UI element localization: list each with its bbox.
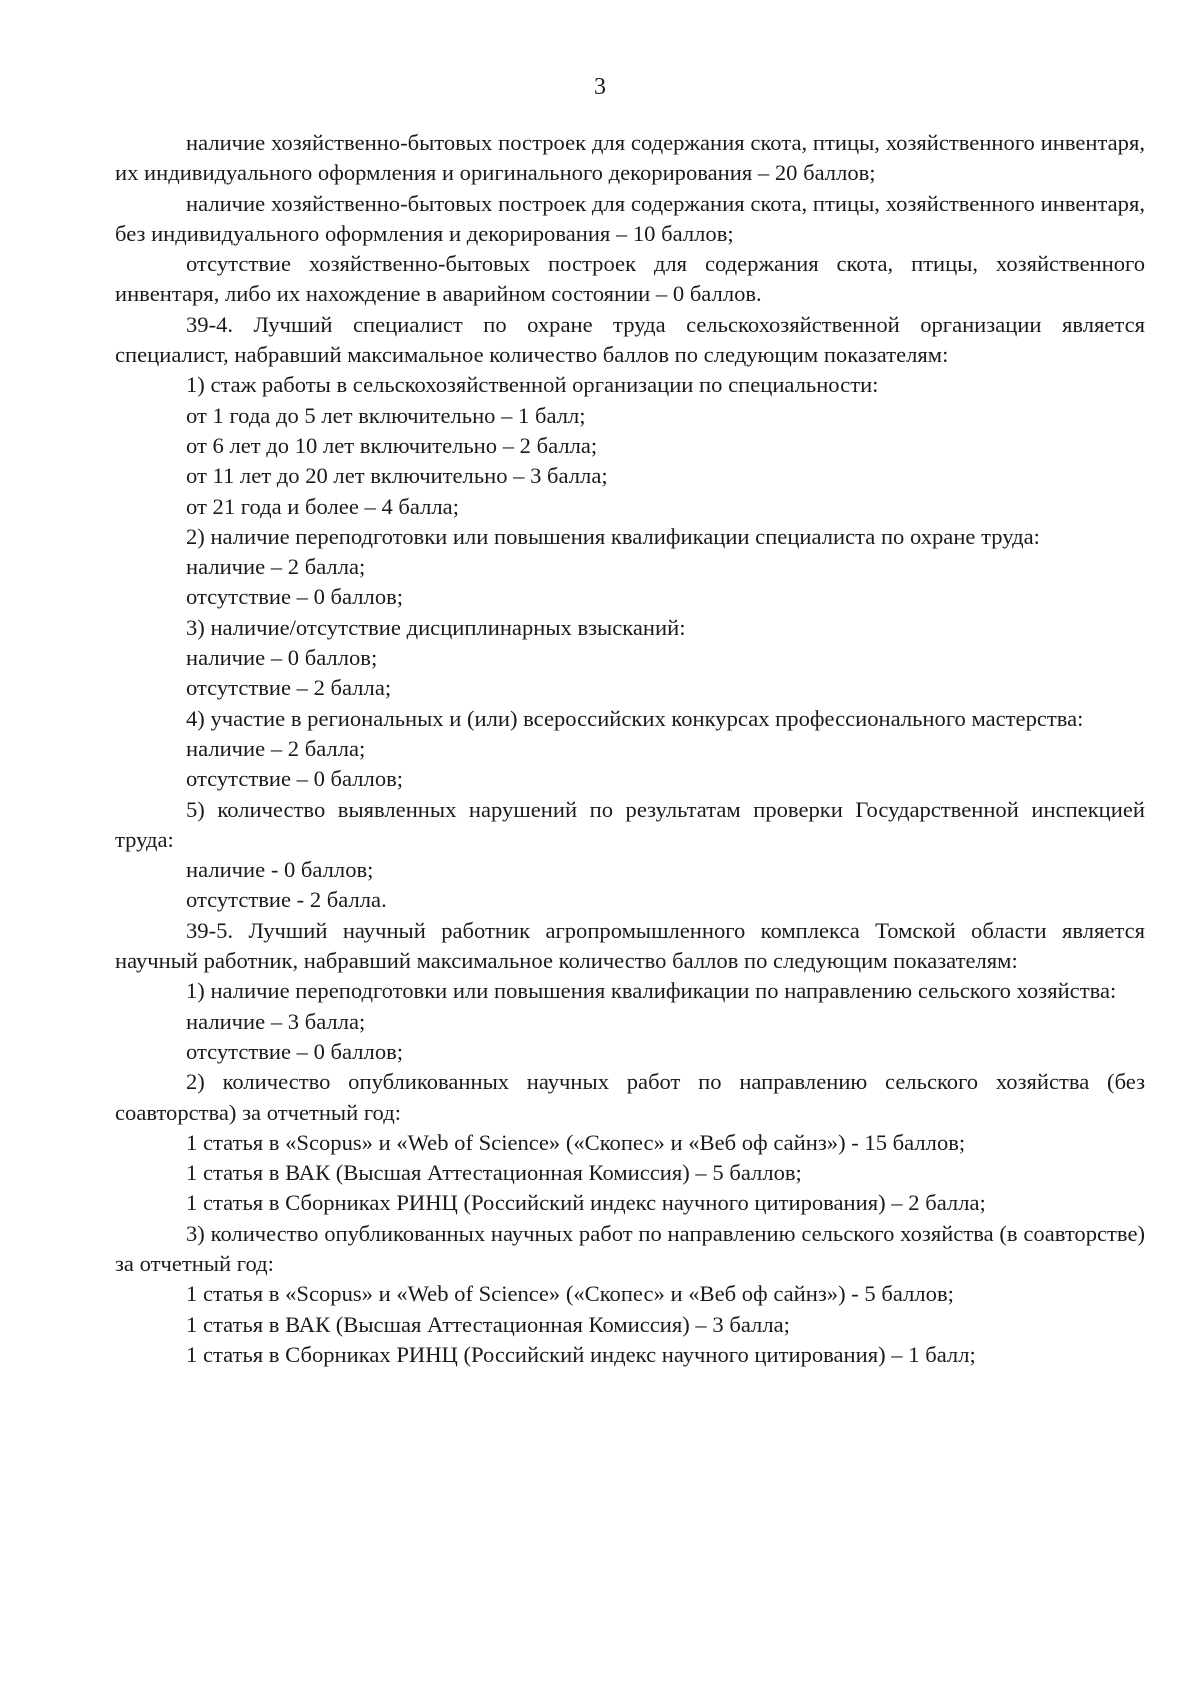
- list-item: отсутствие - 2 балла.: [186, 887, 387, 913]
- criterion-heading: 5) количество выявленных нарушений по результатам проверки Государственной инспекцией труда:: [115, 796, 1145, 852]
- criterion-heading: 4) участие в региональных и (или) всероссийских конкурсах профессионального мастерства:: [186, 705, 1084, 731]
- list-item: 1 статья в Сборниках РИНЦ (Российский индекс научного цитирования) – 1 балл;: [186, 1341, 976, 1367]
- list-item: от 11 лет до 20 лет включительно – 3 балла;: [186, 463, 608, 489]
- section-39-4-paragraph: 39-4. Лучший специалист по охране труда сельскохозяйственной организации является специалист, набравший максимальное количество баллов по следующим показателям:: [115, 311, 1145, 368]
- list-item: 1 статья в «Scopus» и «Web of Science» («Скопес» и «Веб оф сайнз») - 15 баллов;: [186, 1129, 966, 1155]
- criterion-heading: 2) количество опубликованных научных работ по направлению сельского хозяйства (без соавторства) за отчетный год:: [115, 1069, 1145, 1125]
- list-item: наличие - 0 баллов;: [186, 857, 374, 883]
- list-item: от 6 лет до 10 лет включительно – 2 балла;: [186, 432, 598, 458]
- list-item: 1 статья в Сборниках РИНЦ (Российский индекс научного цитирования) – 2 балла;: [186, 1190, 986, 1216]
- paragraph: отсутствие хозяйственно-бытовых построек для содержания скота, птицы, хозяйственного инвентаря, либо их нахождение в аварийном состоянии – 0 баллов.: [115, 251, 1145, 307]
- list-item: 1 статья в ВАК (Высшая Аттестационная Комиссия) – 3 балла;: [186, 1311, 790, 1337]
- list-item: от 21 года и более – 4 балла;: [186, 493, 459, 519]
- criterion-heading: 1) стаж работы в сельскохозяйственной организации по специальности:: [186, 372, 879, 398]
- criterion-heading: 3) наличие/отсутствие дисциплинарных взысканий:: [186, 614, 686, 640]
- document-body: [115, 128, 1145, 1370]
- paragraph: наличие хозяйственно-бытовых построек для содержания скота, птицы, хозяйственного инвентаря, их индивидуального оформления и оригинального декорирования – 20 баллов;: [115, 130, 1145, 186]
- list-item: 1 статья в «Scopus» и «Web of Science» («Скопес» и «Веб оф сайнз») - 5 баллов;: [186, 1281, 954, 1307]
- list-item: 1 статья в ВАК (Высшая Аттестационная Комиссия) – 5 баллов;: [186, 1160, 802, 1186]
- section-39-5-paragraph: 39-5. Лучший научный работник агропромышленного комплекса Томской области является научный работник, набравший максимальное количество баллов по следующим показателям:: [115, 917, 1145, 974]
- list-item: наличие – 0 баллов;: [186, 645, 378, 671]
- page-number: 3: [594, 74, 606, 100]
- criterion-heading: 2) наличие переподготовки или повышения квалификации специалиста по охране труда:: [186, 523, 1040, 549]
- paragraph: наличие хозяйственно-бытовых построек для содержания скота, птицы, хозяйственного инвентаря, без индивидуального оформления и декорирования – 10 баллов;: [115, 190, 1145, 246]
- list-item: отсутствие – 0 баллов;: [186, 1038, 404, 1064]
- criterion-heading: 1) наличие переподготовки или повышения квалификации по направлению сельского хозяйства:: [186, 978, 1117, 1004]
- list-item: наличие – 3 балла;: [186, 1008, 366, 1034]
- list-item: отсутствие – 2 балла;: [186, 675, 392, 701]
- list-item: отсутствие – 0 баллов;: [186, 766, 404, 792]
- criterion-heading: 3) количество опубликованных научных работ по направлению сельского хозяйства (в соавторстве) за отчетный год:: [115, 1220, 1145, 1276]
- list-item: от 1 года до 5 лет включительно – 1 балл;: [186, 402, 586, 428]
- list-item: наличие – 2 балла;: [186, 735, 366, 761]
- list-item: отсутствие – 0 баллов;: [186, 584, 404, 610]
- list-item: наличие – 2 балла;: [186, 554, 366, 580]
